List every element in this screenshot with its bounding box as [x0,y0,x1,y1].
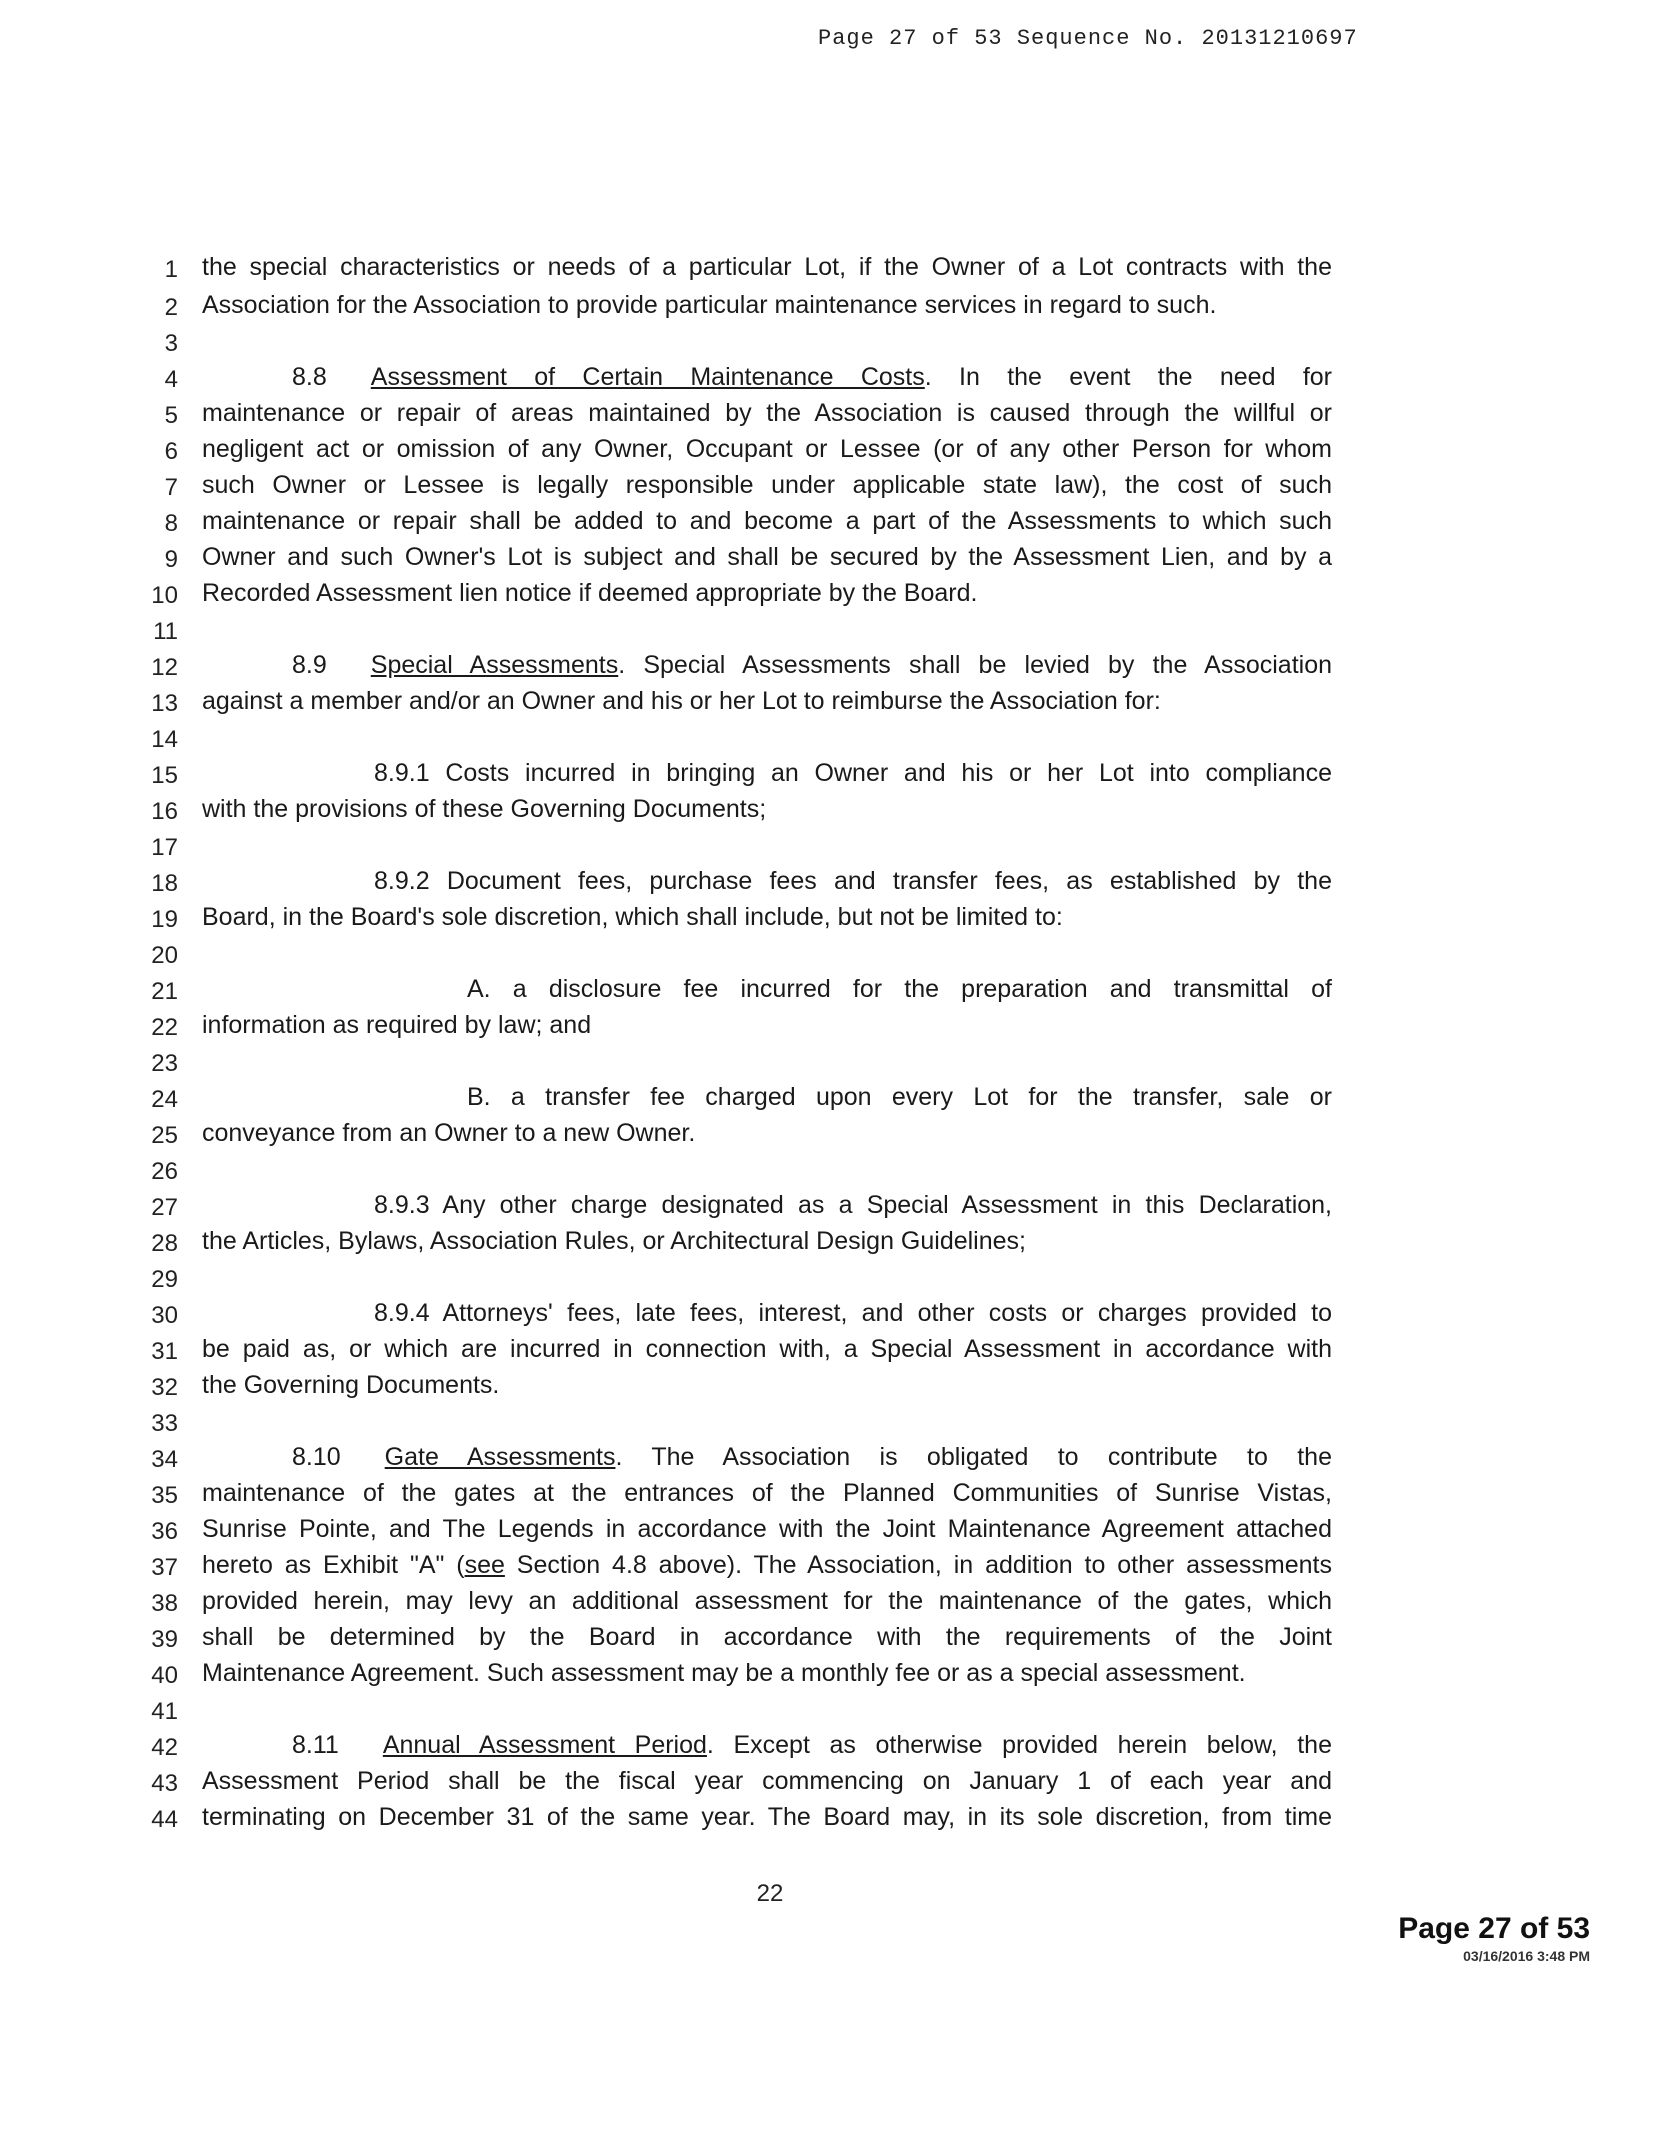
line-number: 23 [151,1050,178,1077]
text-line: 8.9.1 Costs incurred in bringing an Owner and his or her Lot into compliance [374,759,1332,787]
text-line: the Articles, Bylaws, Association Rules, or Architectural Design Guidelines; [202,1227,1026,1255]
page-number: 22 [756,1880,784,1907]
line-number: 30 [151,1302,178,1329]
text-line: be paid as, or which are incurred in connection with, a Special Assessment in accordance with [202,1335,1332,1363]
text-line: Sunrise Pointe, and The Legends in accordance with the Joint Maintenance Agreement attached [202,1515,1332,1543]
line-number: 37 [151,1554,178,1581]
text-fragment: Section 4.8 above). The Association, in addition to other assessments [504,1551,1332,1579]
section-number: 8.8 [292,363,327,391]
text-line: 8.9.3 Any other charge designated as a Special Assessment in this Declaration, [374,1191,1332,1219]
text-line: maintenance or repair of areas maintained by the Association is caused through the willful or [202,399,1332,427]
line-number: 6 [164,438,178,465]
section-number: 8.10 [292,1443,341,1471]
line-number: 3 [164,330,178,357]
stamp-page: Page 27 of 53 [1398,1912,1590,1945]
text-line: the Governing Documents. [202,1371,500,1399]
line-number: 29 [151,1266,178,1293]
line-number: 24 [151,1086,178,1113]
line-number: 12 [151,654,178,681]
line-number: 10 [151,582,178,609]
text-fragment: hereto as Exhibit "A" ( [202,1551,465,1579]
line-number: 25 [151,1122,178,1149]
text-line: maintenance or repair shall be added to and become a part of the Assessments to which such [202,507,1332,535]
text-line [202,1550,1332,1580]
line-number: 8 [164,510,178,537]
line-number: 15 [151,762,178,789]
line-number: 41 [151,1698,178,1725]
section-number: 8.9 [292,651,327,679]
text-line: Owner and such Owner's Lot is subject and shall be secured by the Assessment Lien, and by a [202,543,1332,571]
text-line: such Owner or Lessee is legally responsible under applicable state law), the cost of such [202,471,1332,499]
text-line: conveyance from an Owner to a new Owner. [202,1119,696,1147]
line-number: 18 [151,870,178,897]
line-number: 40 [151,1662,178,1689]
section-8-9-heading [202,650,1332,680]
text-line: negligent act or omission of any Owner, Occupant or Lessee (or of any other Person for whom [202,435,1332,463]
stamp-datetime: 03/16/2016 3:48 PM [1463,1948,1590,1964]
line-number: 21 [151,978,178,1005]
text-line: A. a disclosure fee incurred for the preparation and transmittal of [467,975,1332,1003]
line-number: 14 [151,726,178,753]
text-line: 8.9.2 Document fees, purchase fees and transfer fees, as established by the [374,867,1332,895]
line-number: 2 [164,294,178,321]
line-number: 7 [164,474,178,501]
section-lead: . The Association is obligated to contribute to the [615,1443,1332,1471]
section-8-10-heading [202,1442,1332,1472]
line-number: 28 [151,1230,178,1257]
text-line: the special characteristics or needs of a particular Lot, if the Owner of a Lot contracts with the [202,253,1332,281]
recording-stamp [1380,1912,1590,1964]
line-number: 11 [153,618,178,645]
text-line: information as required by law; and [202,1011,592,1039]
text-line: terminating on December 31 of the same year. The Board may, in its sole discretion, from time [202,1803,1332,1831]
text-line: B. a transfer fee charged upon every Lot for the transfer, sale or [467,1083,1332,1111]
section-title: Special Assessments [370,651,619,679]
line-number: 43 [151,1770,178,1797]
text-line: against a member and/or an Owner and his or her Lot to reimburse the Association for: [202,687,1161,715]
line-number: 26 [151,1158,178,1185]
line-number: 16 [151,798,178,825]
text-line: maintenance of the gates at the entrances of the Planned Communities of Sunrise Vistas, [202,1479,1332,1507]
section-8-8-heading [202,362,1332,392]
line-number: 36 [151,1518,178,1545]
line-number: 33 [151,1410,178,1437]
line-number: 13 [151,690,178,717]
section-lead: . Special Assessments shall be levied by the Association [618,651,1333,679]
text-line: provided herein, may levy an additional assessment for the maintenance of the gates, which [202,1587,1332,1615]
line-number: 44 [151,1806,178,1833]
line-number: 5 [164,402,178,429]
section-lead: . In the event the need for [924,363,1332,391]
line-number: 4 [164,366,178,393]
line-number: 34 [151,1446,178,1473]
section-title: Assessment of Certain Maintenance Costs [370,363,925,391]
section-title: Gate Assessments [384,1443,616,1471]
line-number: 9 [164,546,178,573]
line-number: 31 [151,1338,178,1365]
line-number: 22 [151,1014,178,1041]
line-number: 1 [164,256,178,283]
line-number: 42 [151,1734,178,1761]
section-title: Annual Assessment Period [382,1731,707,1759]
sequence-header: Page 27 of 53 Sequence No. 20131210697 [818,26,1358,51]
text-line: Board, in the Board's sole discretion, which shall include, but not be limited to: [202,903,1063,931]
text-line: Association for the Association to provide particular maintenance services in regard to such. [202,291,1217,319]
line-number: 20 [151,942,178,969]
line-number: 19 [151,906,178,933]
line-number: 17 [151,834,178,861]
line-number: 39 [151,1626,178,1653]
section-number: 8.11 [292,1731,339,1759]
text-line: with the provisions of these Governing Documents; [202,795,767,823]
text-line: Maintenance Agreement. Such assessment may be a monthly fee or as a special assessment. [202,1659,1246,1687]
line-number: 38 [151,1590,178,1617]
section-lead: . Except as otherwise provided herein below, the [706,1731,1332,1759]
line-number: 27 [151,1194,178,1221]
text-line: 8.9.4 Attorneys' fees, late fees, interest, and other costs or charges provided to [374,1299,1332,1327]
text-line: shall be determined by the Board in accordance with the requirements of the Joint [202,1623,1332,1651]
section-8-11-heading [202,1730,1332,1760]
line-number: 35 [151,1482,178,1509]
text-line: Assessment Period shall be the fiscal year commencing on January 1 of each year and [202,1767,1332,1795]
text-line: Recorded Assessment lien notice if deemed appropriate by the Board. [202,579,978,607]
line-number: 32 [151,1374,178,1401]
see-reference: see [464,1551,505,1579]
